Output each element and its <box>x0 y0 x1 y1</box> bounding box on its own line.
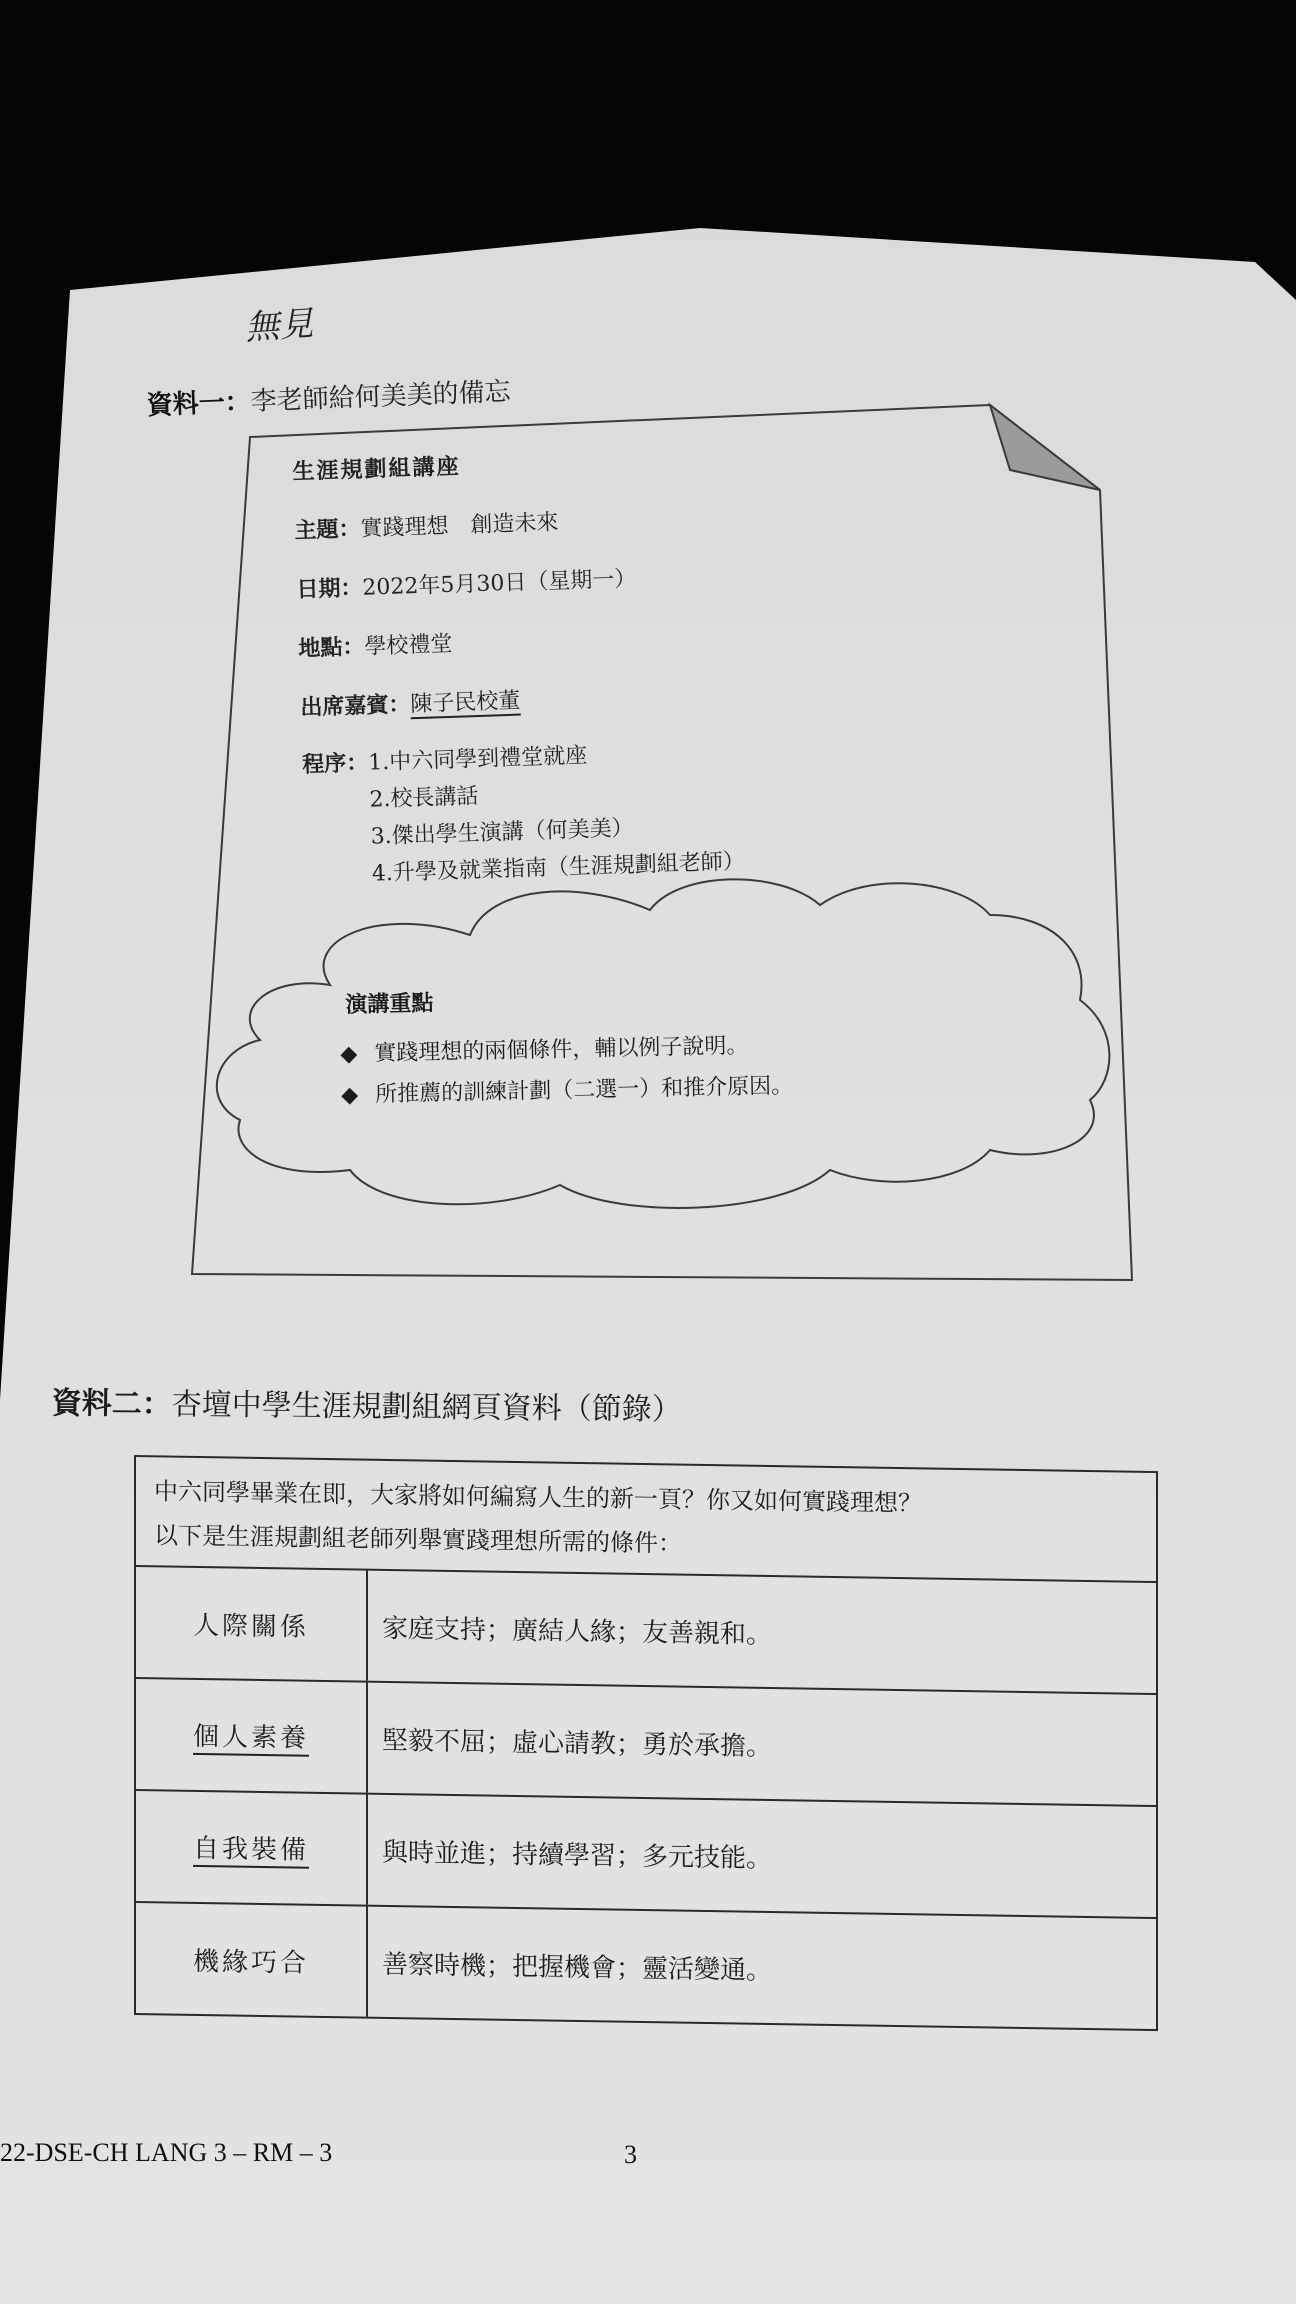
theme-label: 主題： <box>294 515 361 544</box>
bullet-icon: ◆ <box>340 1082 359 1109</box>
memo-content <box>292 440 745 889</box>
section1-title: 李老師給何美美的備忘 <box>250 377 512 417</box>
memo-heading: 生涯規劃組講座 <box>292 453 461 485</box>
guest-value: 陳子民校董 <box>409 688 521 718</box>
exam-code: 22-DSE-CH LANG 3 – RM – 3 <box>0 2138 333 2167</box>
program-label: 程序： <box>301 749 369 778</box>
section2-title: 杏壇中學生涯規劃組網頁資料（節錄） <box>171 1387 682 1428</box>
table-row <box>136 1791 1156 1919</box>
table-row <box>136 1679 1156 1807</box>
description-cell: 堅毅不屈；虛心請教；勇於承擔。 <box>382 1725 773 1762</box>
section2-label: 資料二： <box>51 1385 172 1423</box>
table-intro <box>136 1457 1156 1583</box>
cloud-bullet: ◆ 所推薦的訓練計劃（二選一）和推介原因。 <box>340 1073 794 1109</box>
intro-line: 中六同學畢業在即，大家將如何編寫人生的新一頁？你又如何實踐理想？ <box>154 1477 922 1518</box>
table-row <box>136 1567 1156 1695</box>
program-item: 2.校長講話 <box>369 784 479 813</box>
theme-value: 實踐理想 創造未來 <box>360 510 559 542</box>
table-row <box>136 1903 1156 2029</box>
section2-heading <box>52 1378 682 1429</box>
intro-line: 以下是生涯規劃組老師列舉實踐理想所需的條件： <box>154 1521 682 1558</box>
description-cell: 善察時機；把握機會；靈活變通。 <box>382 1949 773 1986</box>
category-cell: 個人素養 <box>136 1679 368 1793</box>
folded-corner <box>990 405 1100 490</box>
venue-value: 學校禮堂 <box>364 631 453 660</box>
date-label: 日期： <box>296 574 363 603</box>
conditions-table <box>134 1455 1158 2031</box>
description-cell: 與時並進；持續學習；多元技能。 <box>382 1837 773 1874</box>
page-number: 3 <box>624 2140 637 2169</box>
program-list <box>368 733 746 887</box>
cloud-content <box>340 979 794 1109</box>
bullet-icon: ◆ <box>340 1041 358 1068</box>
guest-label: 出席嘉賓： <box>299 691 411 721</box>
memo-program <box>302 733 745 889</box>
memo-guest <box>300 676 740 722</box>
memo-date <box>296 558 736 604</box>
cloud-heading: 演講重點 <box>345 990 434 1018</box>
cloud-bullet: ◆ 實踐理想的兩個條件，輔以例子說明。 <box>340 1033 749 1068</box>
category-cell: 自我裝備 <box>136 1791 368 1905</box>
category-cell: 機緣巧合 <box>136 1903 368 2017</box>
description-cell: 家庭支持；廣結人緣；友善親和。 <box>382 1613 773 1650</box>
date-value: 2022年5月30日（星期一） <box>362 566 637 601</box>
memo-theme <box>294 499 734 545</box>
venue-label: 地點： <box>298 633 365 662</box>
program-item: 1.中六同學到禮堂就座 <box>367 743 588 776</box>
category-cell: 人際關係 <box>136 1567 368 1681</box>
program-item: 4.升學及就業指南（生涯規劃組老師） <box>371 849 746 887</box>
program-item: 3.傑出學生演講（何美美） <box>370 815 634 850</box>
memo-venue <box>298 617 738 663</box>
handwritten-note: 無見 <box>243 303 315 349</box>
section1-label: 資料一： <box>146 387 252 421</box>
